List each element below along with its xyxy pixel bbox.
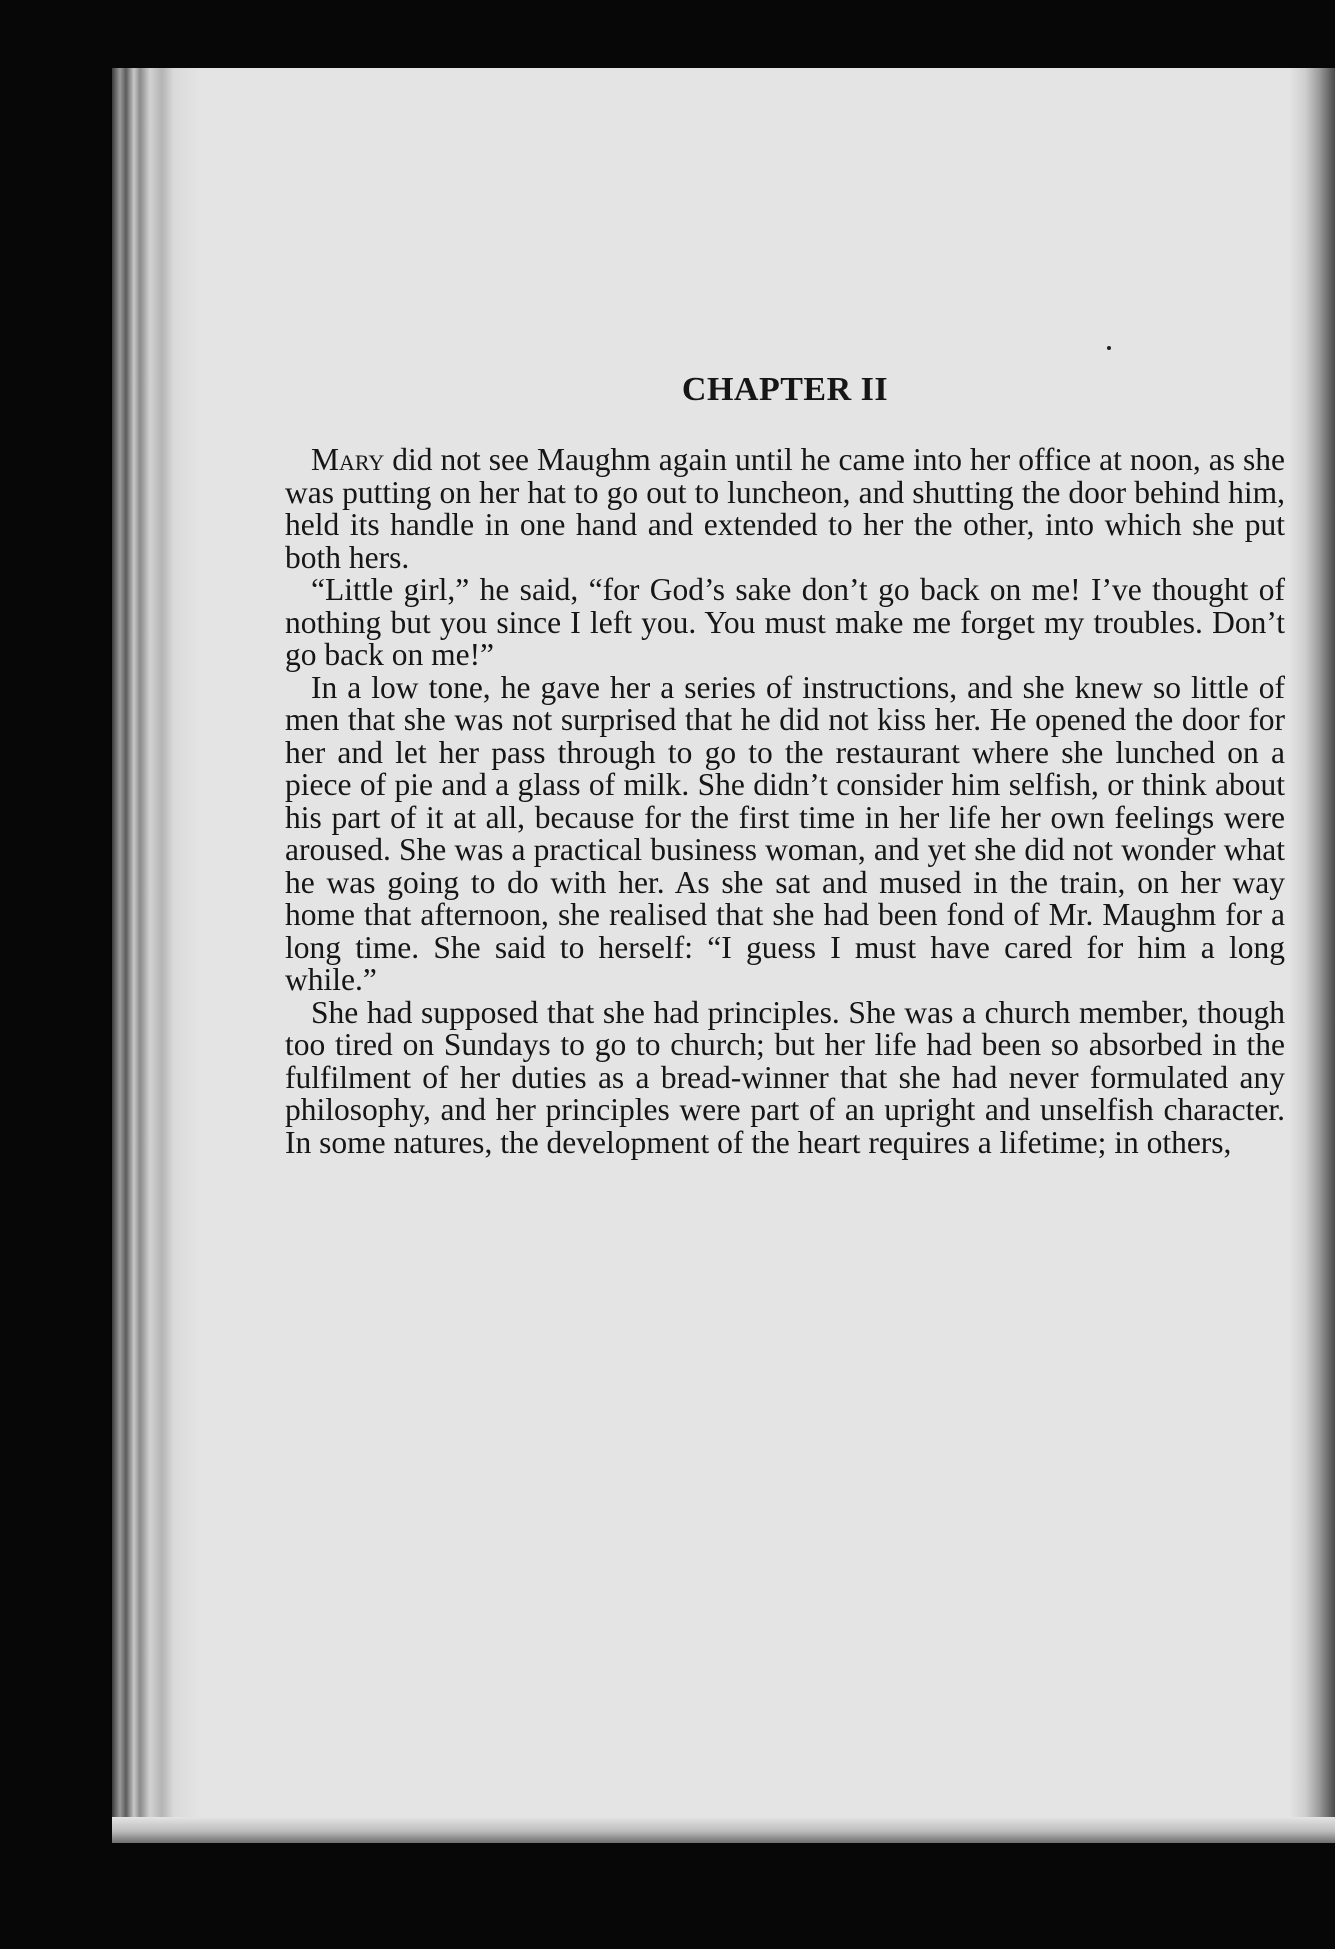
page-text xyxy=(285,373,1285,1159)
paragraph-2: “Little girl,” he said, “for God’s sake don’t go back on me! I’ve thought of nothing but you since I left you. You must make me forget my troubles. Don’t go back on me!” xyxy=(285,572,1285,672)
paragraph-lead-word: Mary xyxy=(311,442,385,477)
page-bottom-shadow xyxy=(112,1817,1335,1843)
paragraph-text: did not see Maughm again until he came into her office at noon, as she was putting on her hat to go out to luncheon, and shutting the door behind him, held its handle in one hand and extended to her the other, into which she put both hers. xyxy=(285,442,1285,575)
paragraph-3: In a low tone, he gave her a series of instructions, and she knew so little of men that she was not surprised that he did not kiss her. He opened the door for her and let her pass through to go to the restaurant where she lunched on a piece of pie and a glass of milk. She didn’t consider him selfish, or think about his part of it at all, because for the first time in her life her own feelings were aroused. She was a practical business woman, and yet she did not wonder what he was going to do with her. As she sat and mused in the train, on her way home that afternoon, she realised that she had been fond of Mr. Maughm for a long time. She said to herself: “I guess I must have cared for him a long while.” xyxy=(285,669,1285,997)
ink-speck xyxy=(1107,346,1111,350)
paragraph-4: She had supposed that she had principles. She was a church member, though too tired on Sundays to go to church; but her life had been so absorbed in the fulfilment of her duties as a bread-winner that she had never formulated any philosophy, and her principles were part of an upright and unselfish character. In some natures, the development of the heart requires a lifetime; in others, xyxy=(285,994,1285,1160)
paragraph-1 xyxy=(285,444,1285,574)
chapter-heading: CHAPTER II xyxy=(681,371,889,408)
page-gutter-shadow xyxy=(112,68,202,1843)
page-edge-shadow xyxy=(1289,68,1335,1843)
